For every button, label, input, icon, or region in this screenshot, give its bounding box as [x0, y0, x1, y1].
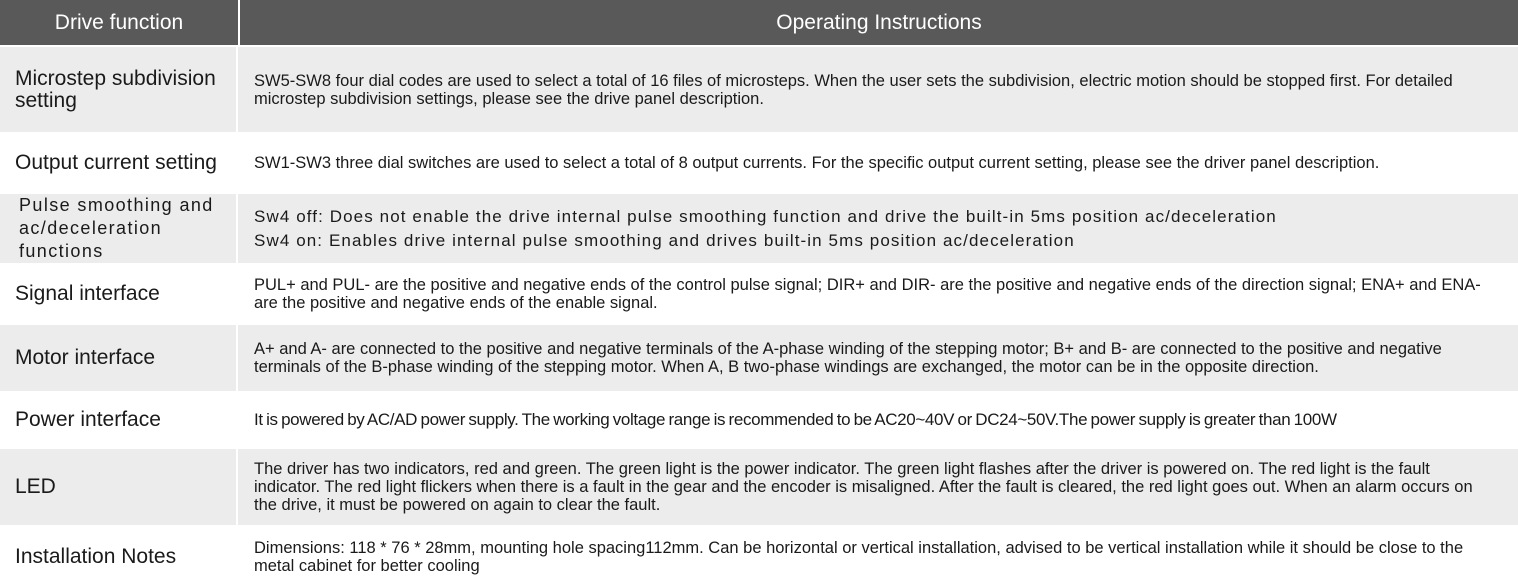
table-row-microstep: [0, 45, 1518, 132]
description-cell: It is powered by AC/AD power supply. The working voltage range is recommended to be AC20~40V or DC24~50V.The power supply is greater than 100W: [254, 410, 1337, 429]
table-row-installation-notes: [0, 525, 1518, 586]
function-cell: Signal interface: [0, 265, 238, 323]
function-cell: Motor interface: [0, 325, 238, 391]
function-cell: Microstep subdivision setting: [0, 47, 238, 132]
description-cell: SW5-SW8 four dial codes are used to select a total of 16 files of microsteps. When the user sets the subdivision, electric motion should be stopped first. For detailed microstep subdivision settings, please see the drive panel description.: [254, 71, 1453, 108]
description-cell: SW1-SW3 three dial switches are used to select a total of 8 output currents. For the specific output current setting, please see the driver panel description.: [254, 154, 1380, 172]
table-row-led: [0, 447, 1518, 525]
description-line: Sw4 off: Does not enable the drive internal pulse smoothing function and drive the built-in 5ms position ac/deceleration: [254, 206, 1277, 226]
table-row-power-interface: [0, 391, 1518, 447]
function-cell: Power interface: [0, 393, 238, 447]
description-cell: The driver has two indicators, red and green. The green light is the power indicator. The green light flashes after the driver is powered on. The red light is the fault indicator. The red light flickers when there is a fault in the gear and the encoder is misaligned. After the fault is cleared, the red light goes out. When an alarm occurs on the drive, it must be powered on again to clear the fault.: [254, 460, 1473, 514]
description-cell: A+ and A- are connected to the positive and negative terminals of the A-phase winding of the stepping motor; B+ and B- are connected to the positive and negative terminals of the B-phase winding of the stepping motor. When A, B two-phase windings are exchanged, the motor can be in the opposite direction.: [254, 340, 1442, 376]
description-cell: [238, 194, 1518, 263]
function-cell: Installation Notes: [0, 527, 238, 586]
description-cell: Dimensions: 118 * 76 * 28mm, mounting hole spacing112mm. Can be horizontal or vertical installation, advised to be vertical installation while it should be close to the metal cabinet for better cooling: [254, 538, 1464, 575]
table-row-signal-interface: [0, 263, 1518, 323]
function-cell: Output current setting: [0, 134, 238, 192]
header-operating-instructions: Operating Instructions: [240, 0, 1518, 45]
function-cell: LED: [0, 449, 238, 525]
description-cell: PUL+ and PUL- are the positive and negative ends of the control pulse signal; DIR+ and DIR- are the positive and negative ends of the direction signal; ENA+ and ENA- are the positive and negative ends of the enable signal.: [254, 276, 1481, 312]
table-header: [0, 0, 1518, 45]
description-line: Sw4 on: Enables drive internal pulse smoothing and drives built-in 5ms position ac/deceleration: [254, 230, 1075, 250]
table-row-motor-interface: [0, 323, 1518, 391]
header-drive-function: Drive function: [0, 0, 238, 45]
table-row-pulse-smoothing: [0, 192, 1518, 263]
table-row-output-current: [0, 132, 1518, 192]
function-cell: Pulse smoothing and ac/deceleration functions: [0, 194, 238, 263]
